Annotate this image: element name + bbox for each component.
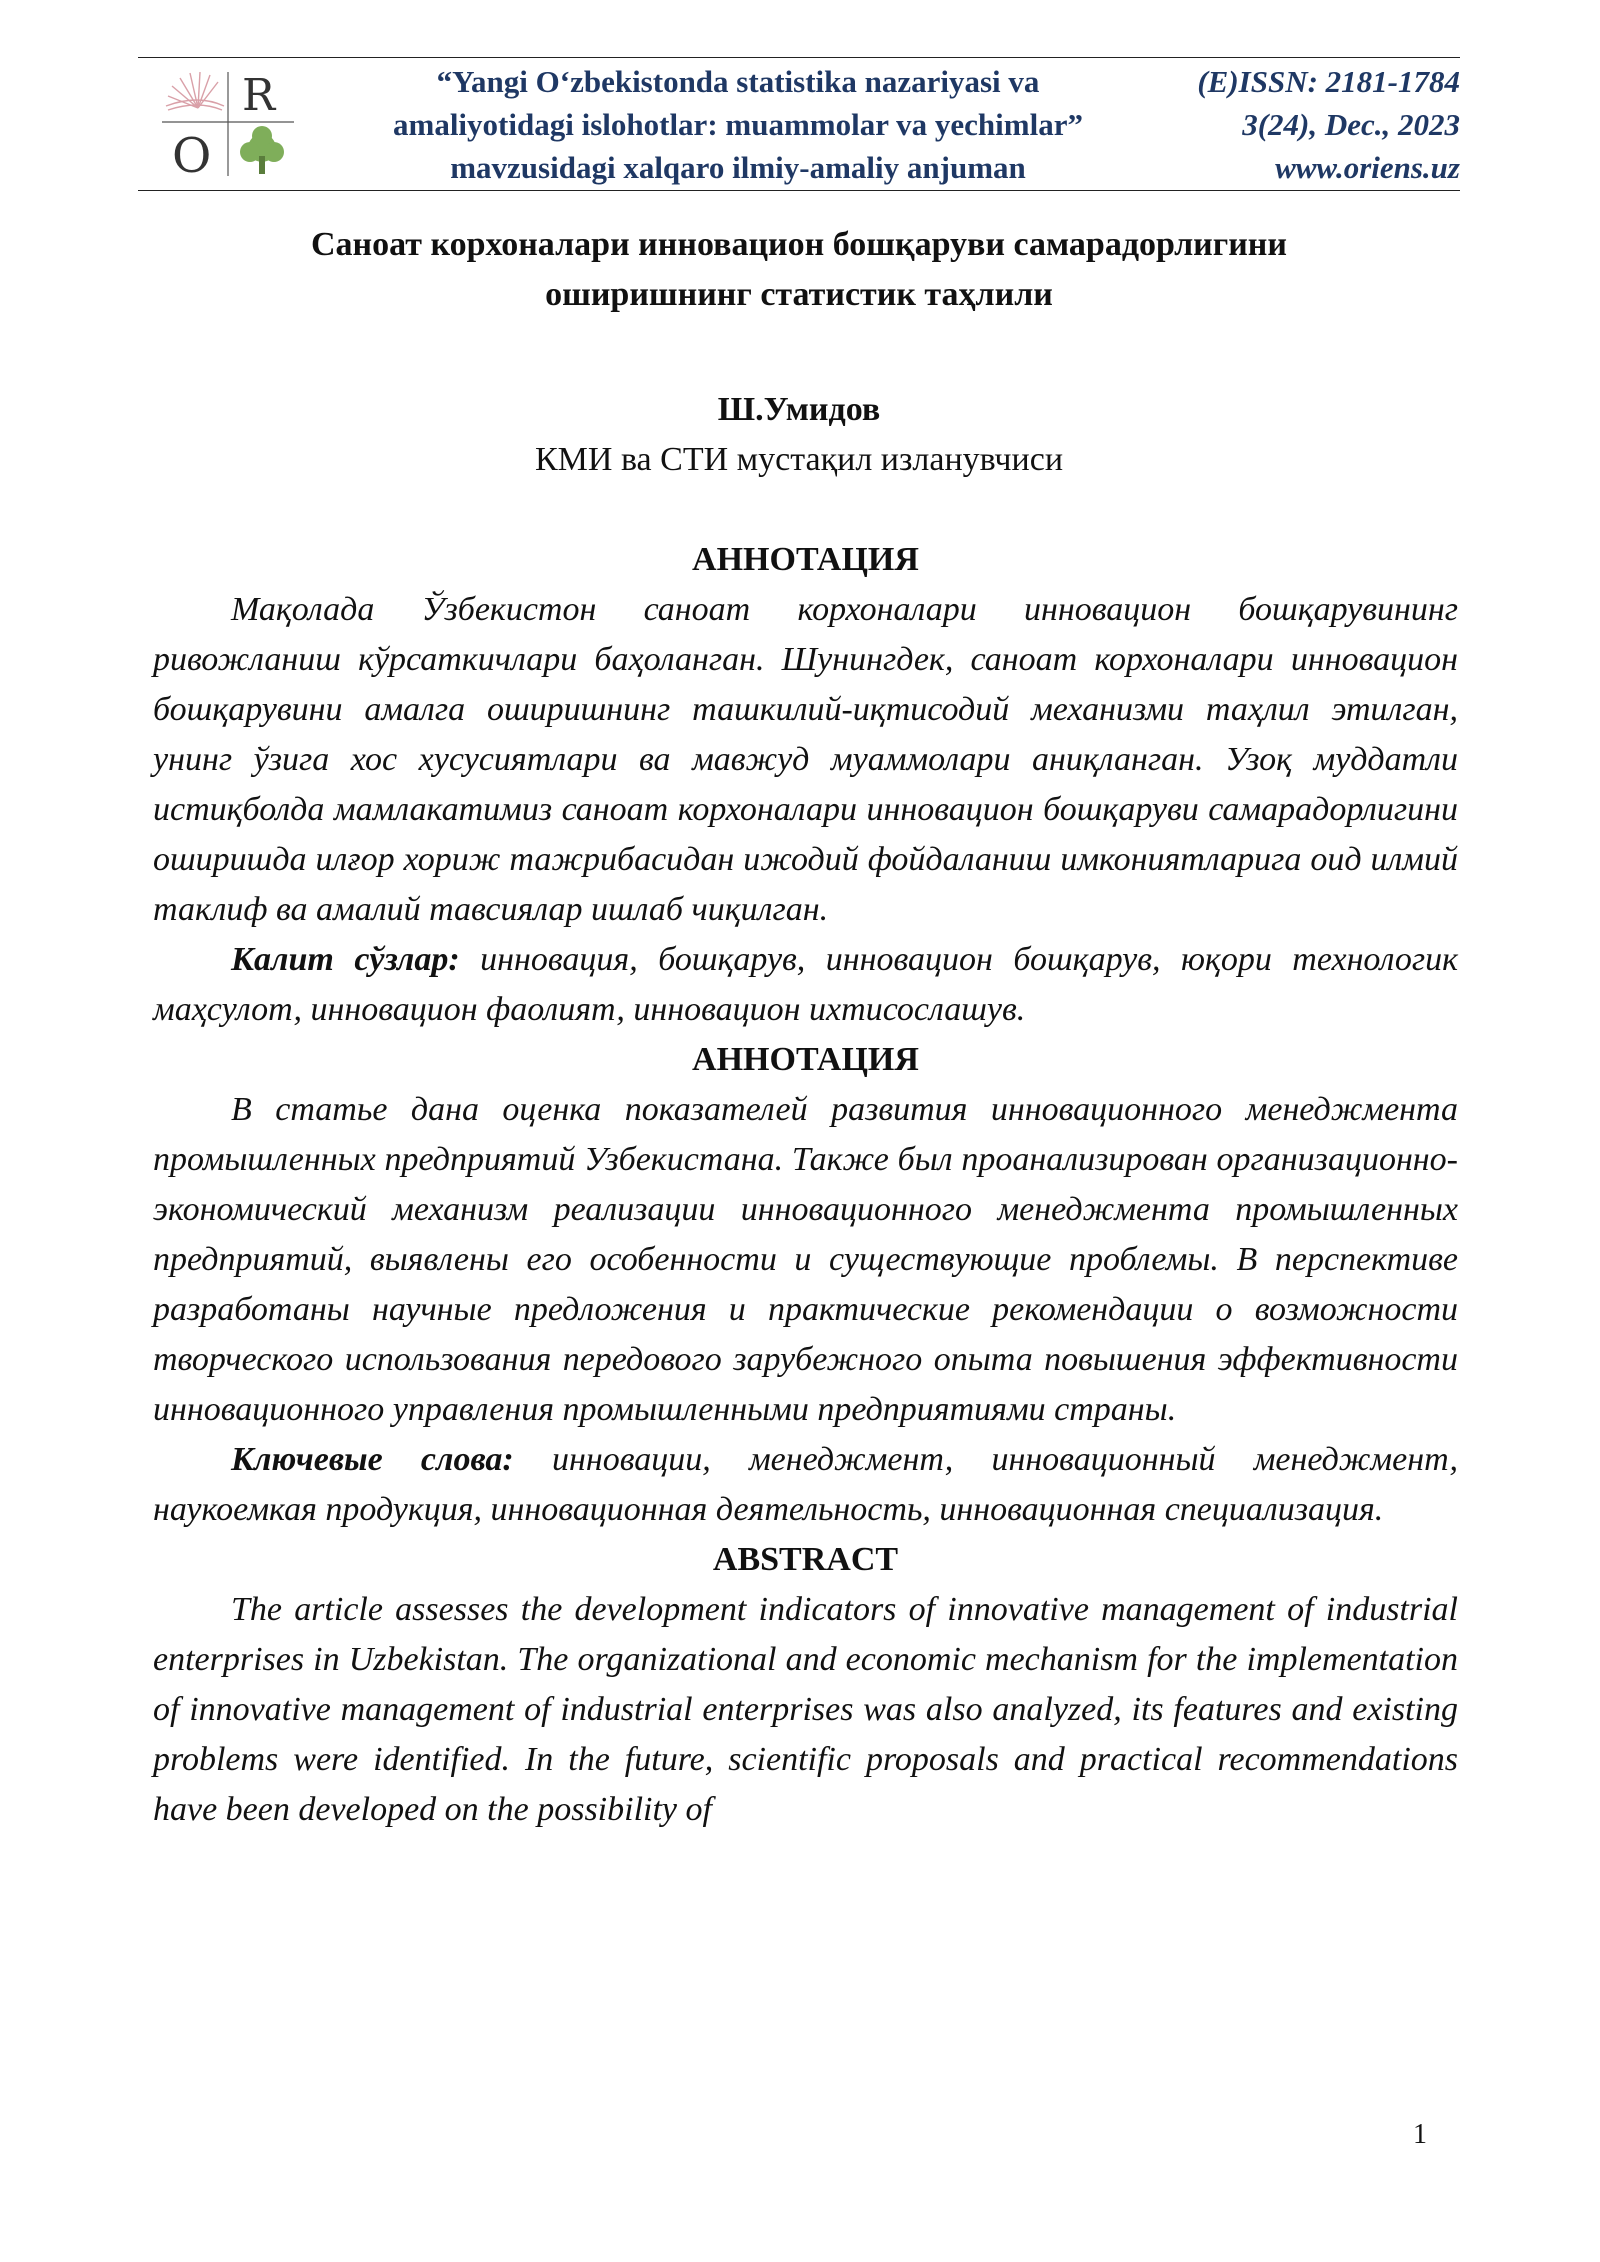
issue-text: 3(24), Dec., 2023 (1242, 107, 1460, 142)
page-header (138, 57, 1460, 191)
annotation-ru-heading: АННОТАЦИЯ (692, 1041, 919, 1078)
keywords-uz-list: инновация, бошқарув, инновацион бошқарув, юқори технологик маҳсулот, инновацион фаолият, инновацион ихтисослашув. (153, 941, 1458, 1028)
annotation-ru-text: В статье дана оценка показателей развития инновационного менеджмента промышленных предприятий Узбекистана. Также был проанализирован организационно-экономический механизм реализации инновационного менеджмента промышленных предприятий, выявлены его особенности и существующие проблемы. В перспективе разработаны научные предложения и практические рекомендации о возможности творческого использования передового зарубежного опыта повышения эффективности инновационного управления промышленными предприятиями страны. (153, 1091, 1458, 1428)
logo-letter-o: O (172, 128, 212, 180)
issn-text: (E)ISSN: 2181-1784 (1197, 64, 1460, 99)
author-affiliation: КМИ ва СТИ мустақил изланувчиси (534, 441, 1064, 478)
conference-line-3: mavzusidagi xalqaro ilmiy-amaliy anjuman (450, 150, 1026, 185)
annotation-uz-text: Мақолада Ўзбекистон саноат корхоналари инновацион бошқарувининг ривожланиш кўрсаткичлари баҳоланган. Шунингдек, саноат корхоналари инновацион бошқарувини амалга оширишнинг ташкилий-иқтисодий механизми таҳлил этилган, унинг ўзига хос хусусиятлари ва мавжуд муаммолари аниқланган. Узоқ муддатли истиқболда мамлакатимиз саноат корхоналари инновацион бошқаруви самарадорлигини оширишда илғор хориж тажрибасидан ижодий фойдаланиш имкониятларига оид илмий таклиф ва амалий тавсиялар ишлаб чиқилган. (153, 591, 1458, 928)
article-title (138, 220, 1460, 320)
author-name: Ш.Умидов (717, 391, 881, 428)
article-title-line-1: Саноат корхоналари инновацион бошқаруви самарадорлигини (311, 226, 1287, 263)
article-title-line-2: оширишнинг статистик таҳлили (545, 276, 1053, 313)
keywords-ru-label: Ключевые слова: (231, 1441, 514, 1478)
journal-info (1160, 60, 1460, 189)
page-number: 1 (1413, 2119, 1427, 2150)
abstract-en-text: The article assesses the development indicators of innovative management of industrial enterprises in Uzbekistan. The organizational and economic mechanism for the implementation of innovative management of industrial enterprises was also analyzed, its features and existing problems were identified. In the future, scientific proposals and practical recommendations have been developed on the possibility of (153, 1591, 1458, 1828)
keywords-ru (153, 1435, 1458, 1535)
conference-line-2: amaliyotidagi islohotlar: muammolar va yechimlar” (393, 107, 1083, 142)
keywords-uz (153, 935, 1458, 1035)
annotation-uz-heading: АННОТАЦИЯ (692, 541, 919, 578)
abstract-en-heading: ABSTRACT (712, 1541, 899, 1578)
conference-line-1: “Yangi O‘zbekistonda statistika nazariyasi va (436, 64, 1040, 99)
oriens-logo (158, 68, 298, 180)
keywords-uz-label: Калит сўзлар: (231, 941, 460, 978)
conference-title (368, 60, 1108, 189)
journal-website-link[interactable]: www.oriens.uz (1275, 150, 1460, 185)
keywords-ru-list: инновации, менеджмент, инновационный менеджмент, наукоемкая продукция, инновационная деятельность, инновационная специализация. (153, 1441, 1458, 1528)
article-body (153, 535, 1458, 1835)
logo-letter-r: R (242, 70, 276, 121)
